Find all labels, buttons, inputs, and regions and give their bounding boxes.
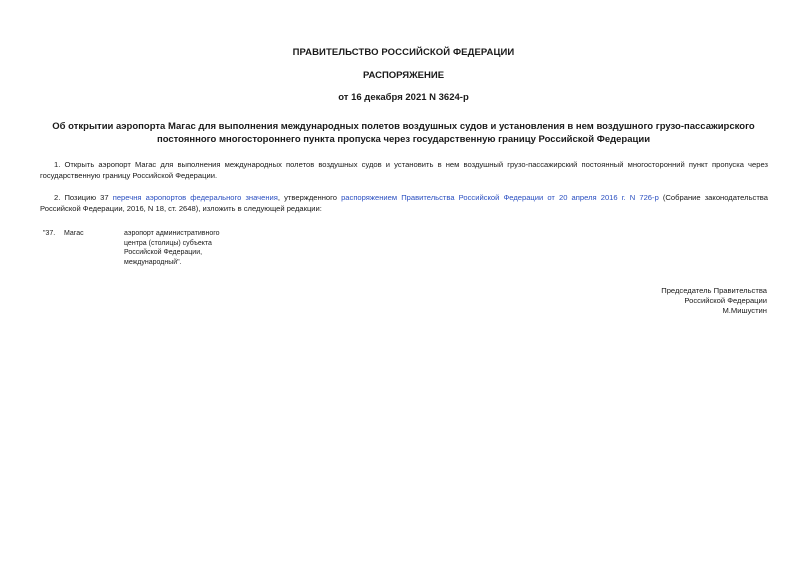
paragraph-2: [40, 193, 768, 214]
document-date-number: от 16 декабря 2021 N 3624-р: [338, 92, 469, 103]
government-header: ПРАВИТЕЛЬСТВО РОССИЙСКОЙ ФЕДЕРАЦИИ: [292, 47, 515, 58]
signature-position-line-1: Председатель Правительства: [661, 286, 767, 295]
paragraph-2-text-a: 2. Позицию 37: [54, 193, 109, 202]
document-type: РАСПОРЯЖЕНИЕ: [362, 70, 445, 81]
airport-list-link[interactable]: перечня аэропортов федерального значения: [112, 193, 278, 202]
table-row-airport-name: Магас: [64, 230, 84, 237]
signature-position-line-2: Российской Федерации: [684, 296, 767, 305]
table-row-description: аэропорт административного центра (столицы) субъекта Российской Федерации, международный".: [124, 230, 220, 266]
paragraph-2-text-b: , утвержденного: [277, 193, 337, 202]
paragraph-2-text-c: (Собрание законодательства Российской Федерации, 2016, N 18, ст. 2648), изложить в следующей редакции:: [40, 193, 768, 213]
table-row-number: "37.: [43, 230, 56, 237]
document-title: Об открытии аэропорта Магас для выполнения международных полетов воздушных судов и установления в нем воздушного грузо-пассажирского постоянного многостороннего пункта пропуска через государственную границу Российской Федерации: [52, 121, 755, 145]
signature-name: М.Мишустин: [722, 306, 767, 315]
paragraph-1-text: 1. Открыть аэропорт Магас для выполнения международных полетов воздушных судов и установить в нем воздушный грузо-пассажирский постоянный многосторонний пункт пропуска через государственную границу Российской Федерации.: [40, 160, 768, 180]
government-order-link[interactable]: распоряжением Правительства Российской Федерации от 20 апреля 2016 г. N 726-р: [341, 193, 659, 202]
paragraph-1: [40, 160, 768, 181]
